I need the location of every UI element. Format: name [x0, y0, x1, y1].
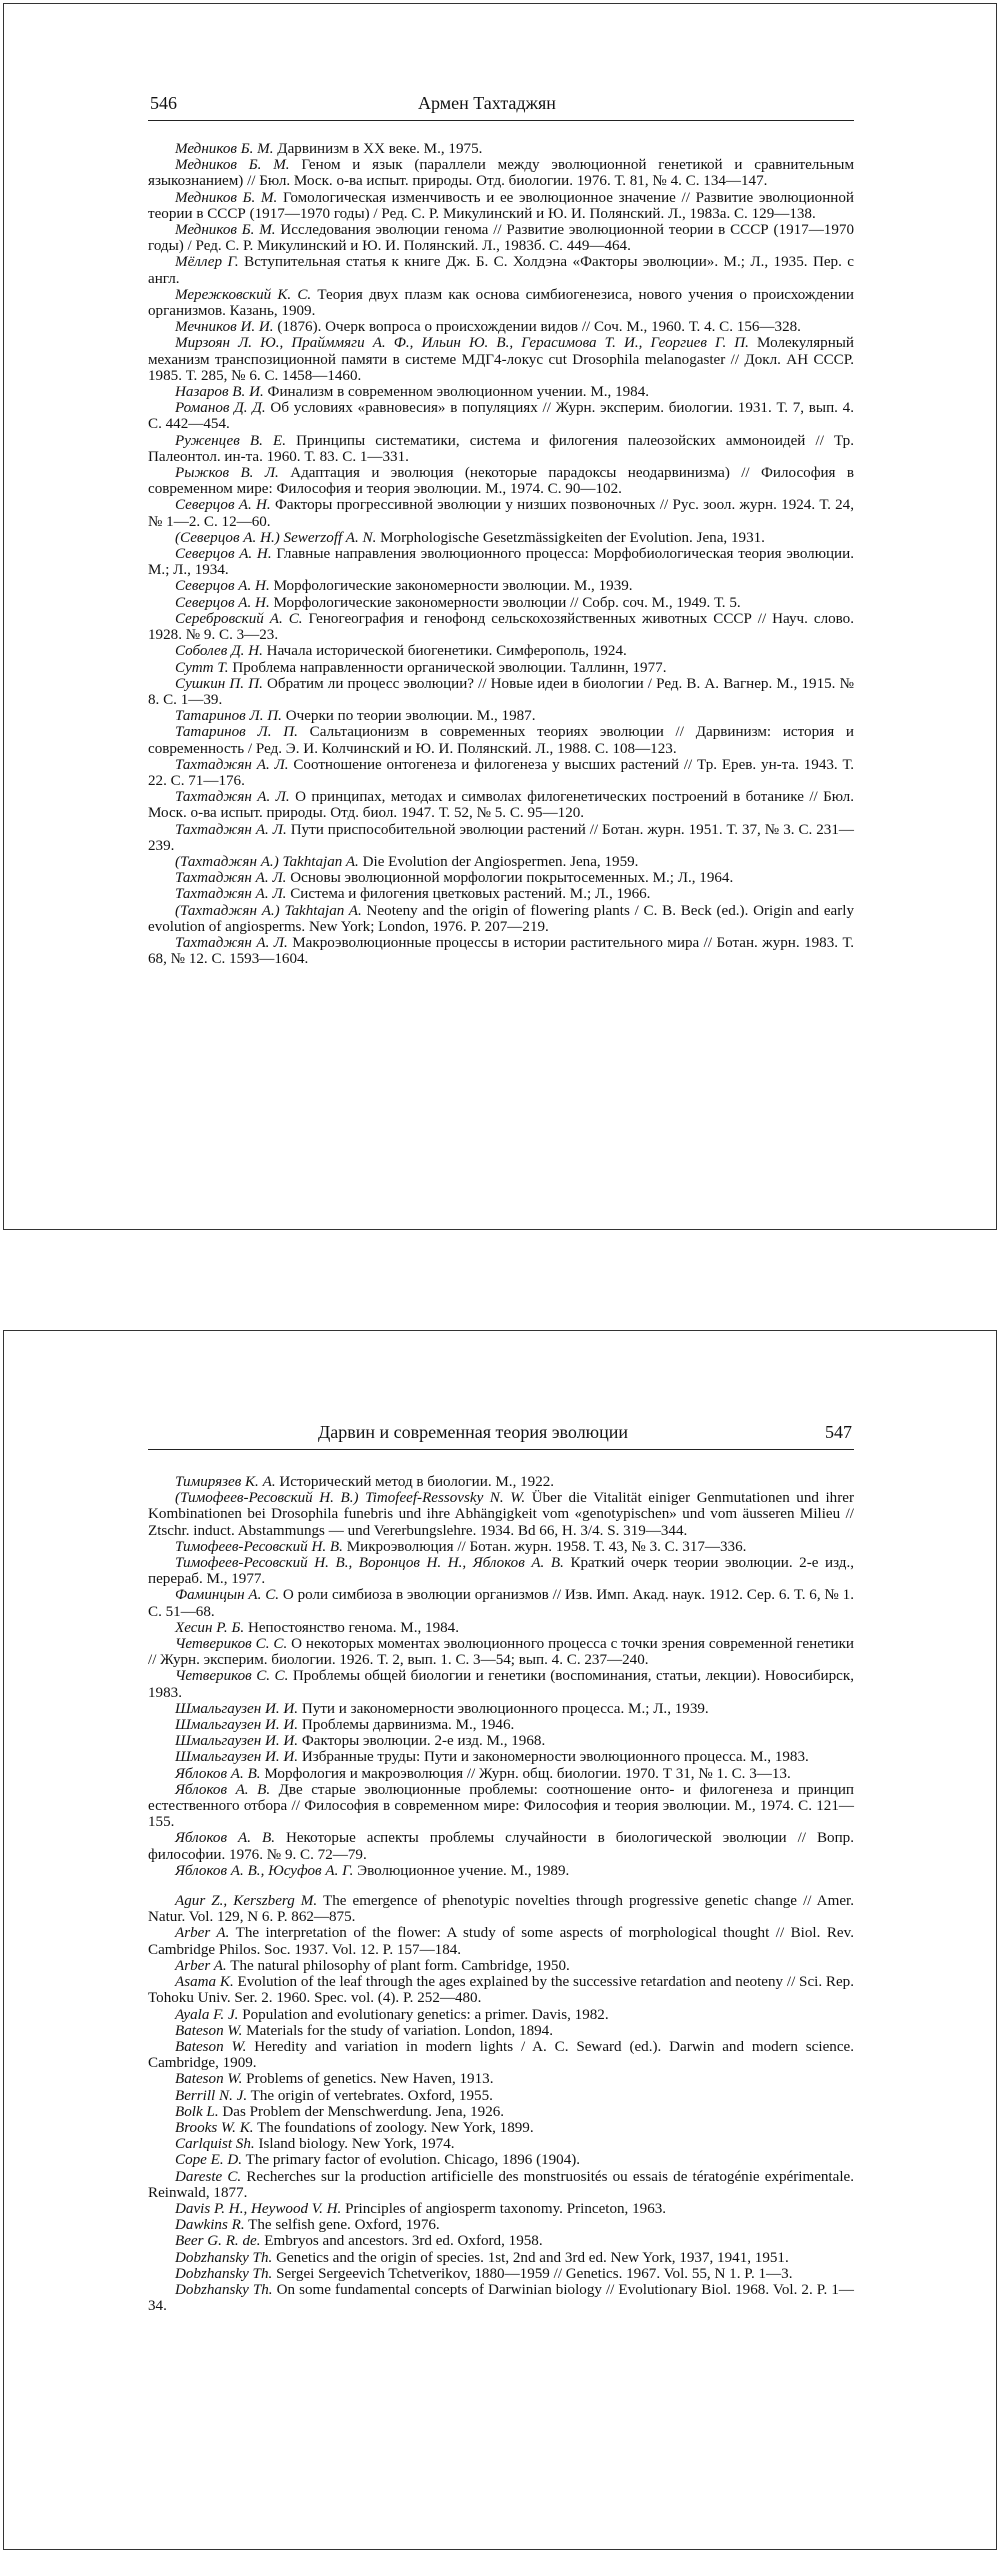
reference-entry: [148, 708, 854, 724]
reference-author: Шмальгаузен И. И.: [175, 1700, 299, 1717]
reference-author: Романов Д. Д.: [175, 400, 266, 417]
reference-text: Некоторые аспекты проблемы случайности в биологической эволюции // Вопр. философии. 1976. № 9. С. 72—79.: [148, 1830, 854, 1863]
reference-entry: [148, 2023, 854, 2039]
reference-text: Island biology. New York, 1974.: [258, 2136, 455, 2153]
reference-author: Brooks W. K.: [175, 2119, 254, 2136]
reference-author: (Северцов А. Н.) Sewerzoff A. N.: [175, 529, 377, 546]
running-title: Армен Тахтаджян: [418, 93, 556, 113]
reference-text: The origin of vertebrates. Oxford, 1955.: [250, 2087, 493, 2104]
reference-text: (1876). Очерк вопроса о происхождении видов // Соч. М., 1960. Т. 4. С. 156—328.: [277, 319, 801, 336]
reference-author: Северцов А. Н.: [175, 578, 270, 595]
reference-author: Тимирязев К. А.: [175, 1474, 276, 1490]
reference-author: Рыжков В. Л.: [175, 465, 279, 482]
reference-text: Problems of genetics. New Haven, 1913.: [246, 2071, 494, 2088]
reference-author: Dobzhansky Th.: [175, 2281, 273, 2298]
reference-author: Яблоков А. В., Юсуфов А. Г.: [175, 1862, 354, 1879]
reference-text: Проблемы общей биологии и генетики (воспоминания, статьи, лекции). Новосибирск, 1983.: [148, 1668, 854, 1701]
reference-text: The emergence of phenotypic novelties through progressive genetic change // Amer. Natur. Vol. 129, N 6. P. 862—875.: [148, 1893, 854, 1926]
reference-text: Адаптация и эволюция (некоторые парадоксы неодарвинизма) // Философия в современном мире: Философия и теория эволюции. М., 1974. С. 90—102.: [148, 465, 854, 498]
reference-text: Principles of angiosperm taxonomy. Princeton, 1963.: [345, 2200, 667, 2217]
reference-entry: [148, 1620, 854, 1636]
reference-text: Молекулярный механизм транспозиционной памяти в системе МДГ4-локус cut Drosophila melanogaster // Докл. АН СССР. 1985. Т. 285, № 6. С. 1458—1460.: [148, 335, 854, 384]
reference-text: On some fundamental concepts of Darwinian biology // Evolutionary Biol. 1968. Vol. 2. P. 1—34.: [148, 2281, 854, 2315]
reference-entry: [148, 319, 854, 335]
reference-entry: [148, 2071, 854, 2087]
reference-author: Медников Б. М.: [175, 222, 276, 239]
reference-entry: [148, 2233, 854, 2249]
reference-entry: [148, 643, 854, 659]
reference-text: The interpretation of the flower: A study of some aspects of morphological thought // Biol. Rev. Cambridge Philos. Soc. 1937. Vol. 12. P. 157—184.: [148, 1925, 854, 1958]
reference-author: Мёллер Г.: [175, 254, 239, 271]
reference-text: Теория двух плазм как основа симбиогенезиса, нового учения о происхождении организмов. Казань, 1909.: [148, 286, 854, 320]
reference-text: Heredity and variation in modern lights / A. C. Seward (ed.). Darwin and modern science. Cambridge, 1909.: [148, 2038, 854, 2072]
reference-author: Шмальгаузен И. И.: [175, 1733, 299, 1750]
reference-author: Яблоков А. В.: [175, 1781, 271, 1798]
reference-text: Морфологические закономерности эволюции // Собр. соч. М., 1949. Т. 5.: [273, 594, 741, 611]
reference-entry: [148, 2282, 854, 2314]
reference-author: Arber A.: [175, 1957, 227, 1974]
reference-author: Тахтаджян А. Л.: [175, 934, 288, 951]
reference-entry: [148, 1474, 854, 1490]
reference-text: Система и филогения цветковых растений. М.; Л., 1966.: [290, 886, 651, 903]
reference-text: Дарвинизм в XX веке. М., 1975.: [277, 141, 483, 157]
reference-author: Яблоков А. В.: [175, 1830, 275, 1847]
reference-author: Berrill N. J.: [175, 2087, 248, 2104]
reference-author: Тахтаджян А. Л.: [175, 886, 287, 903]
reference-entry: [148, 903, 854, 935]
reference-author: Agur Z., Kerszberg M.: [175, 1893, 318, 1910]
reference-entry: [148, 1636, 854, 1668]
reference-text: Morphologische Gesetzmässigkeiten der Evolution. Jena, 1931.: [380, 529, 765, 546]
reference-entry: [148, 1555, 854, 1587]
reference-text: Исторический метод в биологии. М., 1922.: [279, 1474, 555, 1490]
reference-entry: [148, 1490, 854, 1539]
reference-author: Татаринов Л. П.: [175, 724, 298, 741]
reference-text: Эволюционное учение. М., 1989.: [357, 1862, 570, 1879]
reference-author: (Тахтаджян А.) Takhtajan A.: [175, 902, 362, 919]
reference-entry: [148, 2007, 854, 2023]
reference-entry: [148, 384, 854, 400]
reference-author: Татаринов Л. П.: [175, 708, 282, 725]
reference-text: The primary factor of evolution. Chicago, 1896 (1904).: [245, 2152, 581, 2169]
reference-author: Asama K.: [175, 1974, 234, 1991]
reference-text: Genetics and the origin of species. 1st, 2nd and 3rd ed. New York, 1937, 1941, 1951.: [276, 2249, 789, 2266]
reference-author: Carlquist Sh.: [175, 2136, 255, 2153]
reference-text: Принципы систематики, система и филогения палеозойских аммоноидей // Тр. Палеонтол. ин-та. 1960. Т. 83. С. 1—331.: [148, 432, 854, 465]
reference-author: Четвериков С. С.: [175, 1636, 288, 1653]
reference-entry: [148, 2120, 854, 2136]
reference-entry: [148, 546, 854, 578]
reference-entry: [148, 2088, 854, 2104]
page-header: [148, 1415, 854, 1450]
reference-author: Северцов А. Н.: [175, 594, 270, 611]
reference-author: Северцов А. Н.: [175, 546, 272, 563]
reference-entry: [148, 2169, 854, 2201]
reference-entry: [148, 433, 854, 465]
reference-author: Bateson W.: [175, 2071, 243, 2088]
reference-entry: [148, 1701, 854, 1717]
reference-entry: [148, 724, 854, 756]
reference-entry: [148, 611, 854, 643]
reference-text: Population and evolutionary genetics: a primer. Davis, 1982.: [242, 2006, 609, 2023]
reference-entry: [148, 1974, 854, 2006]
reference-entry: [148, 2152, 854, 2168]
reference-text: О принципах, методах и символах филогенетических построений в ботанике // Бюл. Моск. о-ва испыт. природы. Отд. биол. 1947. Т. 52, № 5. С. 95—120.: [148, 789, 854, 822]
page-547: [3, 1330, 997, 2550]
reference-author: Хесин Р. Б.: [175, 1619, 245, 1636]
reference-text: Главные направления эволюционного процесса: Морфобиологическая теория эволюции. М.; Л., 1934.: [148, 546, 854, 579]
reference-entry: [148, 222, 854, 254]
reference-entry: [148, 595, 854, 611]
reference-author: Назаров В. И.: [175, 384, 264, 401]
reference-author: Сушкин П. П.: [175, 675, 263, 692]
reference-entry: [148, 2039, 854, 2071]
reference-text: The natural philosophy of plant form. Cambridge, 1950.: [230, 1957, 570, 1974]
reference-author: Северцов А. Н.: [175, 497, 271, 514]
reference-entry: [148, 578, 854, 594]
reference-text: Recherches sur la production artificielle des monstruosités ou essais de tératogénie expérimentale. Reinwald, 1877.: [148, 2168, 854, 2201]
reference-entry: [148, 886, 854, 902]
reference-author: Мережковский К. С.: [175, 286, 312, 303]
reference-entry: [148, 2266, 854, 2282]
reference-entry: [148, 287, 854, 319]
reference-author: Медников Б. М.: [175, 141, 274, 157]
running-title: Дарвин и современная теория эволюции: [318, 1422, 629, 1442]
reference-entry: [148, 854, 854, 870]
page-546: [3, 3, 997, 1230]
reference-entry: [148, 335, 854, 384]
reference-text: Основы эволюционной морфологии покрытосеменных. М.; Л., 1964.: [290, 870, 734, 887]
reference-text: The selfish gene. Oxford, 1976.: [248, 2217, 440, 2234]
reference-author: Ayala F. J.: [175, 2006, 239, 2023]
reference-text: Гомологическая изменчивость и ее эволюционное значение // Развитие эволюционной теории в СССР (1917—1970 годы) / Ред. С. Р. Микулинский и Ю. И. Полянский. Л., 1983а. С. 129—138.: [148, 189, 854, 222]
reference-text: Непостоянство генома. М., 1984.: [247, 1619, 459, 1636]
reference-author: Bolk L.: [175, 2103, 219, 2120]
reference-text: Макроэволюционные процессы в истории растительного мира // Ботан. журн. 1983. Т. 68, № 12. С. 1593—1604.: [148, 934, 854, 968]
reference-text: О некоторых моментах эволюционного процесса с точки зрения современной генетики // Журн. эксперим. биологии. 1926. Т. 2, вып. 1. С. 3—54; вып. 4. С. 237—240.: [148, 1636, 854, 1669]
reference-text: Проблемы дарвинизма. М., 1946.: [301, 1717, 515, 1734]
reference-entry: [148, 1587, 854, 1619]
reference-author: Тимофеев-Ресовский Н. В., Воронцов Н. Н., Яблоков А. В.: [175, 1555, 564, 1572]
reference-text: Materials for the study of variation. London, 1894.: [246, 2022, 553, 2039]
reference-text: Embryos and ancestors. 3rd ed. Oxford, 1958.: [264, 2233, 543, 2250]
reference-entry: [148, 1717, 854, 1733]
reference-entry: [148, 822, 854, 854]
reference-list: [148, 1474, 854, 2314]
reference-entry: [148, 530, 854, 546]
reference-text: Sergei Sergeevich Tchetverikov, 1880—1959 // Genetics. 1967. Vol. 55, N 1. P. 1—3.: [276, 2265, 793, 2282]
reference-entry: [148, 1782, 854, 1831]
reference-text: Evolution of the leaf through the ages explained by the successive retardation and neoteny // Sci. Rep. Tohoku Univ. Ser. 2. 1960. Spec. vol. (4). P. 252—480.: [148, 1974, 854, 2007]
reference-author: Bateson W.: [175, 2038, 247, 2055]
reference-entry: [148, 676, 854, 708]
reference-entry: [148, 254, 854, 286]
reference-text: Две старые эволюционные проблемы: соотношение онто- и филогенеза и принцип естественного отбора // Философия в современном мире: Философия и теория эволюции. М., 1974. С. 121—155.: [148, 1781, 854, 1831]
reference-entry: [148, 789, 854, 821]
reference-text: Neoteny and the origin of flowering plants / C. B. Beck (ed.). Origin and early evolution of angiosperms. New York; London, 1976. P. 207—219.: [148, 902, 854, 935]
reference-author: Мечников И. И.: [175, 319, 274, 336]
section-separator: [148, 1879, 854, 1893]
reference-author: Dobzhansky Th.: [175, 2249, 273, 2266]
reference-entry: [148, 1539, 854, 1555]
reference-author: (Тахтаджян А.) Takhtajan A.: [175, 853, 359, 870]
reference-entry: [148, 1733, 854, 1749]
reference-author: Яблоков А. В.: [175, 1765, 261, 1782]
reference-text: Соотношение онтогенеза и филогенеза у высших растений // Тр. Ерев. ун-та. 1943. Т. 22. С. 71—176.: [148, 756, 854, 789]
reference-entry: [148, 1958, 854, 1974]
reference-author: Тимофеев-Ресовский Н. В.: [175, 1538, 343, 1555]
page-header: [148, 86, 854, 121]
reference-entry: [148, 2136, 854, 2152]
reference-entry: [148, 870, 854, 886]
reference-author: Серебровский А. С.: [175, 610, 303, 627]
reference-entry: [148, 497, 854, 529]
page-number: 547: [825, 1422, 852, 1442]
reference-author: Davis P. H., Heywood V. H.: [175, 2200, 342, 2217]
reference-text: Проблема направленности органической эволюции. Таллинн, 1977.: [232, 659, 667, 676]
reference-entry: [148, 1893, 854, 1925]
reference-author: Шмальгаузен И. И.: [175, 1749, 299, 1766]
reference-text: Пути и закономерности эволюционного процесса. М.; Л., 1939.: [301, 1700, 709, 1717]
reference-author: Медников Б. М.: [175, 189, 278, 206]
reference-text: Факторы эволюции. 2-е изд. М., 1968.: [301, 1733, 546, 1750]
reference-author: Сутт Т.: [175, 659, 229, 676]
reference-entry: [148, 1830, 854, 1862]
reference-text: Морфология и макроэволюция // Журн. общ. биологии. 1970. Т 31, № 1. С. 3—13.: [264, 1765, 791, 1782]
reference-text: Финализм в современном эволюционном учении. М., 1984.: [267, 384, 650, 401]
reference-text: Вступительная статья к книге Дж. Б. С. Холдэна «Факторы эволюции». М.; Л., 1935. Пер. с англ.: [148, 254, 854, 287]
reference-text: Über die Vitalität einiger Genmutationen und ihrer Kombinationen bei Drosophila funebris und ihre Abhängigkeit vom «genotypischen» und vom äusseren Milieu // Ztschr. induct. Abstammungs — und Vererbungslehre. 1934. Bd 66, H. 3/4. S. 319—344.: [148, 1490, 854, 1539]
reference-text: Начала исторической биогенетики. Симферополь, 1924.: [266, 643, 627, 660]
reference-entry: [148, 1766, 854, 1782]
reference-entry: [148, 190, 854, 222]
reference-author: Dawkins R.: [175, 2217, 245, 2234]
reference-text: Обратим ли процесс эволюции? // Новые идеи в биологии / Ред. В. А. Вагнер. М., 1915. № 8. С. 1—39.: [148, 675, 854, 708]
reference-text: Микроэволюция // Ботан. журн. 1958. Т. 43, № 3. С. 317—336.: [346, 1538, 747, 1555]
reference-entry: [148, 400, 854, 432]
reference-author: Beer G. R. de.: [175, 2233, 261, 2250]
reference-entry: [148, 2250, 854, 2266]
reference-entry: [148, 757, 854, 789]
reference-author: Шмальгаузен И. И.: [175, 1717, 299, 1734]
page-number: 546: [150, 93, 177, 113]
reference-text: Морфологические закономерности эволюции. М., 1939.: [273, 578, 633, 595]
reference-author: Cope E. D.: [175, 2152, 243, 2169]
reference-text: Очерки по теории эволюции. М., 1987.: [285, 708, 536, 725]
reference-author: Тахтаджян А. Л.: [175, 789, 290, 806]
reference-text: Die Evolution der Angiospermen. Jena, 1959.: [362, 853, 639, 870]
reference-text: Избранные труды: Пути и закономерности эволюционного процесса. М., 1983.: [301, 1749, 809, 1766]
reference-text: Das Problem der Menschwerdung. Jena, 1926.: [222, 2103, 505, 2120]
page-gap: [0, 1232, 1002, 1328]
reference-author: Тахтаджян А. Л.: [175, 756, 289, 773]
reference-entry: [148, 465, 854, 497]
reference-text: The foundations of zoology. New York, 1899.: [257, 2119, 534, 2136]
reference-author: Руженцев В. Е.: [175, 432, 286, 449]
reference-author: Arber A.: [175, 1925, 230, 1942]
reference-entry: [148, 1749, 854, 1765]
reference-entry: [148, 2104, 854, 2120]
reference-entry: [148, 157, 854, 189]
reference-text: О роли симбиоза в эволюции организмов // Изв. Имп. Акад. наук. 1912. Сер. 6. Т. 6, № 1. С. 51—68.: [148, 1587, 854, 1620]
reference-entry: [148, 1863, 854, 1879]
reference-text: Об условиях «равновесия» в популяциях // Журн. эксперим. биологии. 1931. Т. 7, вып. 4. С. 442—454.: [148, 400, 854, 433]
reference-author: Фаминцын А. С.: [175, 1587, 280, 1604]
reference-author: Четвериков С. С.: [175, 1668, 289, 1685]
reference-entry: [148, 2217, 854, 2233]
reference-entry: [148, 141, 854, 157]
reference-author: Мирзоян Л. Ю., Прайммяги А. Ф., Ильин Ю. В., Герасимова Т. И., Георгиев Г. П.: [175, 335, 749, 352]
reference-entry: [148, 2201, 854, 2217]
reference-text: Геногеография и генофонд сельскохозяйственных животных СССР // Науч. слово. 1928. № 9. С. 3—23.: [148, 610, 854, 644]
reference-text: Геном и язык (параллели между эволюционной генетикой и сравнительным языкознанием) // Бюл. Моск. о-ва испыт. природы. Отд. биологии. 1976. Т. 81, № 4. С. 134—147.: [148, 157, 854, 190]
reference-author: Тахтаджян А. Л.: [175, 870, 287, 887]
reference-text: Исследования эволюции генома // Развитие эволюционной теории в СССР (1917—1970 годы) / Ред. С. Р. Микулинский и Ю. И. Полянский. Л., 1983б. С. 449—464.: [148, 222, 854, 255]
reference-list: [148, 141, 854, 967]
reference-author: (Тимофеев-Ресовский Н. В.) Timofeef-Ressovsky N. W.: [175, 1490, 526, 1507]
reference-author: Медников Б. М.: [175, 157, 290, 174]
reference-author: Dobzhansky Th.: [175, 2265, 273, 2282]
reference-entry: [148, 660, 854, 676]
reference-text: Краткий очерк теории эволюции. 2-е изд., перераб. М., 1977.: [148, 1555, 854, 1588]
reference-entry: [148, 935, 854, 967]
reference-text: Пути приспособительной эволюции растений // Ботан. журн. 1951. Т. 37, № 3. С. 231—239.: [148, 821, 854, 854]
reference-text: Факторы прогрессивной эволюции у низших позвоночных // Рус. зоол. журн. 1924. Т. 24, № 1—2. С. 12—60.: [148, 497, 854, 530]
reference-author: Тахтаджян А. Л.: [175, 821, 287, 838]
reference-entry: [148, 1668, 854, 1700]
reference-author: Dareste C.: [175, 2168, 242, 2185]
reference-entry: [148, 1925, 854, 1957]
reference-text: Сальтационизм в современных теориях эволюции // Дарвинизм: история и современность / Ред. Э. И. Колчинский и Ю. И. Полянский. Л., 1988. С. 108—123.: [148, 724, 854, 757]
reference-author: Bateson W.: [175, 2022, 243, 2039]
reference-author: Соболев Д. Н.: [175, 643, 263, 660]
